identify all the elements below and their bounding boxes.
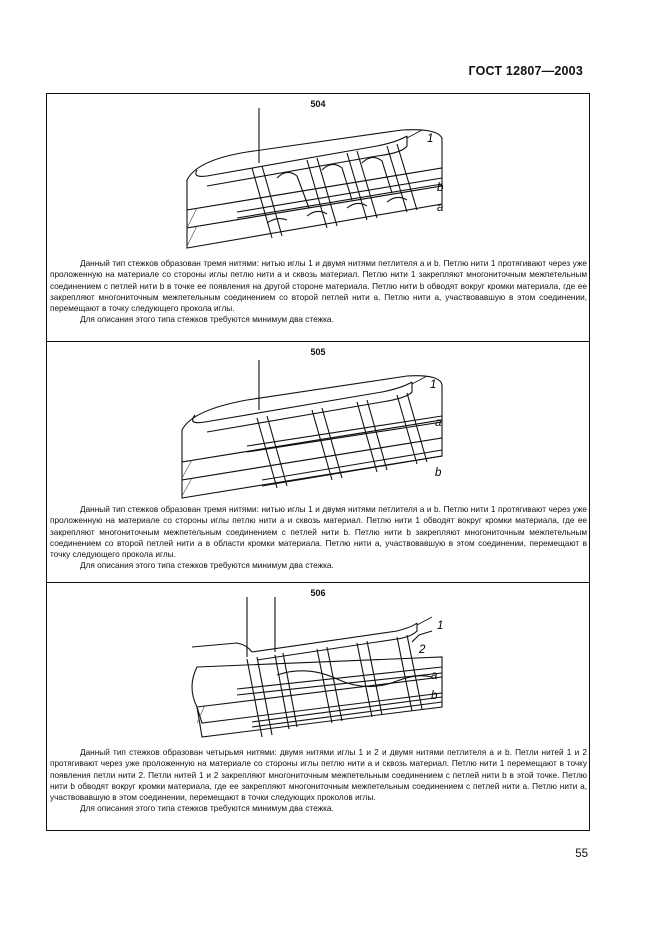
stitch-506-illustration (47, 597, 589, 747)
stitch-types-frame (46, 93, 590, 831)
label-thread-b: b (435, 467, 442, 479)
section-description (50, 504, 587, 572)
stitch-505-diagram (47, 360, 589, 502)
section-504 (47, 94, 589, 342)
section-505 (47, 342, 589, 583)
description-text: Данный тип стежков образован четырьмя нитями: двумя нитями иглы 1 и 2 и двумя нитями петлителя a и b. Петли нитей 1 и 2 протягивают через уже проложенную на материале со стороны иглы петлю нити a и сквозь материал. Петлю нити 1 перемещают в точку появления петли нити 2. Петли нитей 1 и 2 закрепляют многониточным межпетельным соединением с петлей нити b в этой точке. Петлю нити b обводят вокруг кромки материала, где ее закрепляют многониточным межпетельным соединением с петлей нити a. Петлю нити a, участвовавшую в этом соединении, перемещают в точки следующих проколов иглы. (50, 748, 587, 803)
section-description (50, 747, 587, 815)
section-506 (47, 583, 589, 830)
section-description (50, 258, 587, 326)
label-thread-a: a (435, 417, 442, 429)
requirement-text: Для описания этого типа стежков требуются минимум два стежка. (80, 315, 334, 325)
label-thread-a: a (431, 670, 438, 682)
label-thread-1: 1 (437, 620, 444, 632)
page-number: 55 (575, 848, 588, 860)
description-text: Данный тип стежков образован тремя нитями: нитью иглы 1 и двумя нитями петлителя a и b. Петлю нити 1 протягивают через уже проложенную на материале со стороны иглы петлю нити a и сквозь материал. Петлю нити 1 обводят вокруг кромки материала, где ее закрепляют многониточным межпетельным соединением с петлей нити b. Петлю нити b закрепляют многониточным межпетельным соединением со второй петлей нити a в области кромки материала. Петлю нити a, участвовавшую в этом соединении, перемещают в точку следующего прокола иглы. (50, 505, 587, 560)
stitch-506-diagram (47, 597, 589, 747)
label-thread-b: b (437, 182, 444, 194)
label-thread-1: 1 (430, 379, 437, 391)
label-thread-a: a (437, 202, 444, 214)
label-thread-b: b (431, 690, 438, 702)
stitch-505-illustration (47, 360, 589, 502)
section-number: 506 (310, 588, 326, 598)
label-thread-2: 2 (419, 644, 426, 656)
standard-header: ГОСТ 12807—2003 (468, 64, 583, 78)
section-number: 504 (310, 99, 326, 109)
section-number: 505 (310, 347, 326, 357)
requirement-text: Для описания этого типа стежков требуются минимум два стежка. (80, 804, 334, 814)
stitch-504-illustration (47, 108, 589, 258)
label-thread-1: 1 (427, 133, 434, 145)
requirement-text: Для описания этого типа стежков требуются минимум два стежка. (80, 561, 334, 571)
stitch-504-diagram (47, 108, 589, 258)
description-text: Данный тип стежков образован тремя нитями: нитью иглы 1 и двумя нитями петлителя a и b. Петлю нити 1 протягивают через уже проложенную на материале со стороны иглы петлю нити a и сквозь материал. Петлю нити 1 закрепляют многониточным межпетельным соединением с петлей нити b в точке ее появления на другой стороне материала. Петлю нити b обводят вокруг кромки материала, где ее закрепляют многониточным межпетельным соединением со второй петлей нити a. Петлю нити a, участвовавшую в этом соединении, перемещают в точку следующего прокола иглы. (50, 259, 587, 314)
